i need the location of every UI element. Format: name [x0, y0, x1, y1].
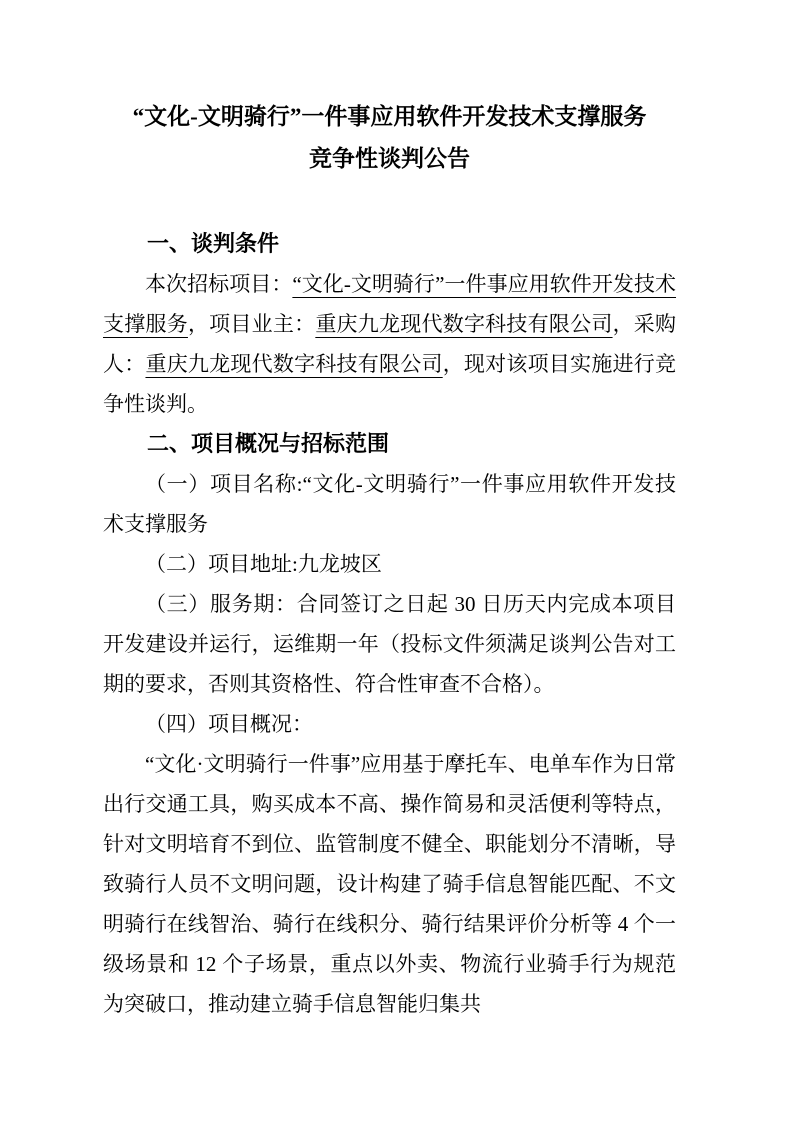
section-2-heading: 二、项目概况与招标范围 [147, 431, 390, 456]
section-1-heading: 一、谈判条件 [147, 231, 280, 256]
item-project-name: （一）项目名称:“文化-文明骑行”一件事应用软件开发技术支撑服务 [103, 472, 676, 536]
document-title [103, 96, 676, 180]
project-name-underlined: “文化-文明骑行”一件事应用软件开发技术支撑服务 [103, 272, 677, 336]
text-run-purchaser-label: ，采购人： [103, 312, 677, 376]
project-owner-underlined: 重庆九龙现代数字科技有限公司 [315, 312, 613, 336]
document-title-line2: 竞争性谈判公告 [309, 146, 470, 171]
text-run-tail: ，现对该项目实施进行竞争性谈判。 [103, 352, 677, 416]
project-overview-paragraph: “文化·文明骑行一件事”应用基于摩托车、电单车作为日常出行交通工具，购买成本不高、操作简易和灵活便利等特点，针对文明培育不到位、监管制度不健全、职能划分不清晰，导致骑行人员不文明问题，设计构建了骑手信息智能匹配、不文明骑行在线智治、骑行在线积分、骑行结果评价分析等 4 个一级场景和 12 个子场景，重点以外卖、物流行业骑手行为规范为突破口，推动建立骑手信息智能归集共 [103, 752, 676, 1016]
text-run-lead: 本次招标项目： [145, 272, 293, 296]
document-title-line1: “文化-文明骑行”一件事应用软件开发技术支撑服务 [132, 104, 647, 129]
item-project-overview-label: （四）项目概况： [145, 712, 313, 736]
item-project-address: （二）项目地址:九龙坡区 [145, 552, 382, 576]
text-run-owner-label: ，项目业主： [187, 312, 316, 336]
negotiation-conditions-paragraph [103, 264, 676, 424]
item-service-period: （三）服务期：合同签订之日起 30 日历天内完成本项目开发建设并运行，运维期一年（投标文件须满足谈判公告对工期的要求，否则其资格性、符合性审查不合格）。 [103, 592, 676, 696]
purchaser-underlined: 重庆九龙现代数字科技有限公司 [145, 352, 443, 376]
